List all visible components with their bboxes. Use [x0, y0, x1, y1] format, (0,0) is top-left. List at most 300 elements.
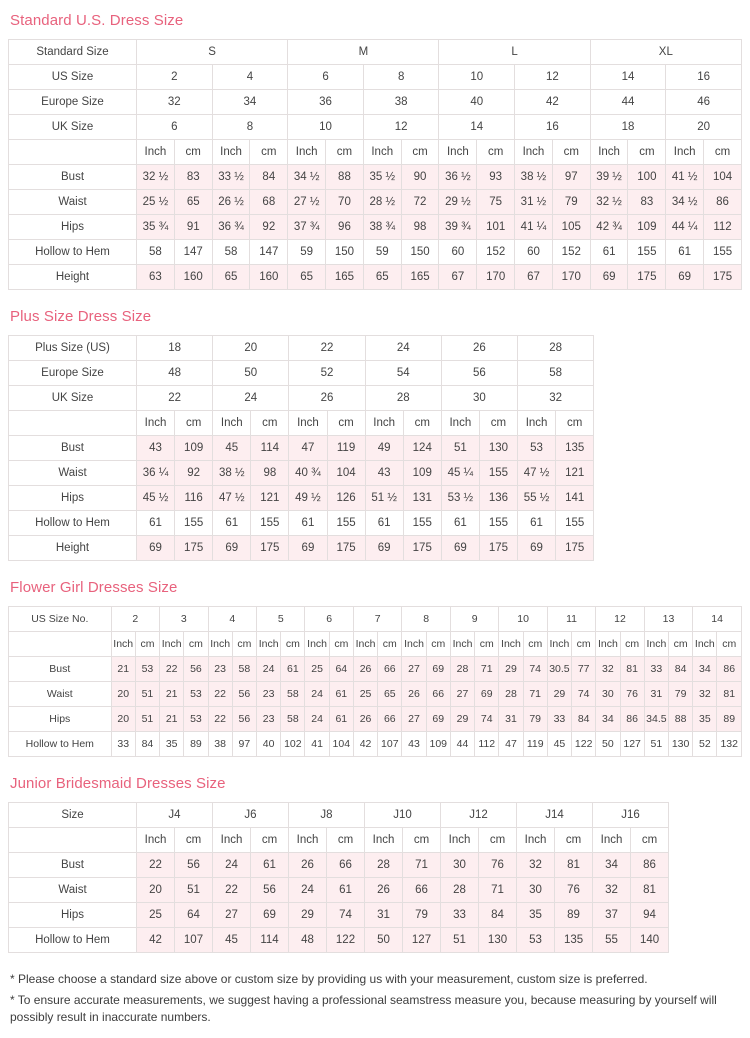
cell: 31 ½ — [515, 190, 553, 215]
cell: 40 ¾ — [289, 461, 327, 486]
cell: 69 — [666, 265, 704, 290]
table-row — [9, 878, 669, 903]
cell: 61 — [251, 853, 289, 878]
unit-row-blank — [9, 411, 137, 436]
unit-cell: cm — [426, 632, 450, 657]
cell: 55 ½ — [518, 486, 556, 511]
cell: 65 — [378, 682, 402, 707]
cell: 21 — [111, 657, 135, 682]
cell: 30 — [441, 853, 479, 878]
cell: 96 — [326, 215, 364, 240]
cell: 175 — [175, 536, 213, 561]
cell: 132 — [717, 732, 742, 757]
cell: 104 — [327, 461, 365, 486]
cell: 155 — [175, 511, 213, 536]
cell: 5 — [257, 607, 305, 632]
unit-cell: cm — [572, 632, 596, 657]
table-row — [9, 65, 742, 90]
cell: 58 — [232, 657, 256, 682]
cell: 83 — [174, 165, 212, 190]
cell: 45 ¼ — [441, 461, 479, 486]
cell: 54 — [365, 361, 441, 386]
cell: 42 — [137, 928, 175, 953]
cell: 77 — [572, 657, 596, 682]
cell: 35 ½ — [363, 165, 401, 190]
unit-row-blank — [9, 632, 112, 657]
section-title-standard: Standard U.S. Dress Size — [10, 12, 184, 29]
table-row — [9, 803, 669, 828]
cell: 130 — [479, 928, 517, 953]
cell: 10 — [439, 65, 515, 90]
table-row — [9, 386, 594, 411]
cell: 155 — [403, 511, 441, 536]
cell: 66 — [426, 682, 450, 707]
cell: 91 — [174, 215, 212, 240]
cell: 22 — [208, 682, 232, 707]
cell: 41 ¼ — [515, 215, 553, 240]
unit-cell: Inch — [499, 632, 523, 657]
unit-cell: Inch — [644, 632, 668, 657]
cell: 11 — [547, 607, 595, 632]
note-measurement-accuracy: * To ensure accurate measurements, we suggest having a professional seamstress measure you, because measuring by yourself will possibly result in inaccurate numbers. — [10, 993, 717, 1024]
cell: 29 ½ — [439, 190, 477, 215]
cell: 69 — [518, 536, 556, 561]
unit-row — [9, 411, 594, 436]
unit-cell: Inch — [289, 828, 327, 853]
cell: 32 ½ — [590, 190, 628, 215]
cell: 53 ½ — [441, 486, 479, 511]
cell: 141 — [556, 486, 594, 511]
cell: 175 — [628, 265, 666, 290]
cell: 84 — [572, 707, 596, 732]
cell: 9 — [450, 607, 498, 632]
cell: 55 — [593, 928, 631, 953]
cell: 175 — [704, 265, 742, 290]
cell: 92 — [175, 461, 213, 486]
cell: 28 — [365, 386, 441, 411]
unit-cell: cm — [326, 140, 364, 165]
cell: 47 ½ — [518, 461, 556, 486]
cell: 50 — [213, 361, 289, 386]
unit-cell: Inch — [111, 632, 135, 657]
cell: 64 — [175, 903, 213, 928]
cell: 48 — [289, 928, 327, 953]
cell: 26 — [441, 336, 517, 361]
cell: 109 — [426, 732, 450, 757]
unit-cell: Inch — [450, 632, 474, 657]
section-title-flower-girl: Flower Girl Dresses Size — [10, 579, 178, 596]
cell: J4 — [137, 803, 213, 828]
cell: 24 — [213, 386, 289, 411]
row-label-hollow-to-hem: Hollow to Hem — [9, 240, 137, 265]
cell: 45 ½ — [137, 486, 175, 511]
unit-cell: cm — [251, 411, 289, 436]
cell: 109 — [175, 436, 213, 461]
table-row — [9, 732, 742, 757]
cell: 52 — [289, 361, 365, 386]
row-label-europe-size: Europe Size — [9, 90, 137, 115]
section-title-junior: Junior Bridesmaid Dresses Size — [10, 775, 226, 792]
cell: 61 — [327, 878, 365, 903]
cell: 25 — [137, 903, 175, 928]
cell: 20 — [213, 336, 289, 361]
cell: 20 — [111, 707, 135, 732]
cell: 112 — [475, 732, 499, 757]
cell: 155 — [479, 461, 517, 486]
cell: 10 — [499, 607, 547, 632]
row-label-waist: Waist — [9, 878, 137, 903]
cell: 14 — [439, 115, 515, 140]
cell: 76 — [555, 878, 593, 903]
cell: 26 — [353, 657, 377, 682]
row-label-height: Height — [9, 265, 137, 290]
unit-cell: cm — [628, 140, 666, 165]
cell: 84 — [668, 657, 692, 682]
unit-cell: Inch — [517, 828, 555, 853]
cell: 104 — [704, 165, 742, 190]
cell: 175 — [479, 536, 517, 561]
cell: 22 — [289, 336, 365, 361]
cell: J16 — [593, 803, 669, 828]
cell: 32 ½ — [137, 165, 175, 190]
cell: 33 — [547, 707, 571, 732]
cell: 25 — [305, 657, 329, 682]
cell: 16 — [515, 115, 591, 140]
cell: 8 — [402, 607, 450, 632]
cell: 26 — [289, 853, 327, 878]
cell: 74 — [327, 903, 365, 928]
cell: 165 — [326, 265, 364, 290]
cell: 2 — [111, 607, 159, 632]
cell: 41 ½ — [666, 165, 704, 190]
unit-cell: cm — [523, 632, 547, 657]
unit-cell: Inch — [137, 411, 175, 436]
cell: 89 — [717, 707, 742, 732]
cell: 89 — [555, 903, 593, 928]
cell: 35 ¾ — [137, 215, 175, 240]
cell: 32 — [693, 682, 717, 707]
cell: 53 — [518, 436, 556, 461]
unit-cell: Inch — [213, 828, 251, 853]
unit-cell: Inch — [515, 140, 553, 165]
cell: 21 — [160, 682, 184, 707]
group-s: S — [137, 40, 288, 65]
cell: 28 — [441, 878, 479, 903]
note-custom-size: * Please choose a standard size above or custom size by providing us with your measurement, custom size is preferred. — [10, 972, 648, 986]
cell: 22 — [137, 853, 175, 878]
unit-cell: Inch — [288, 140, 326, 165]
cell: 81 — [620, 657, 644, 682]
cell: 88 — [668, 707, 692, 732]
cell: 39 ½ — [590, 165, 628, 190]
unit-cell: cm — [251, 828, 289, 853]
cell: 13 — [644, 607, 692, 632]
cell: 61 — [137, 511, 175, 536]
cell: 53 — [184, 682, 208, 707]
unit-cell: Inch — [439, 140, 477, 165]
cell: 28 — [499, 682, 523, 707]
row-label-us-size: US Size — [9, 65, 137, 90]
row-label-hollow-to-hem: Hollow to Hem — [9, 732, 112, 757]
unit-cell: cm — [184, 632, 208, 657]
cell: 100 — [628, 165, 666, 190]
group-m: M — [288, 40, 439, 65]
cell: 6 — [288, 65, 364, 90]
cell: 72 — [401, 190, 439, 215]
cell: 33 — [441, 903, 479, 928]
cell: 124 — [403, 436, 441, 461]
unit-row — [9, 632, 742, 657]
row-label-hips: Hips — [9, 707, 112, 732]
cell: 101 — [477, 215, 515, 240]
cell: 46 — [666, 90, 742, 115]
cell: 30 — [517, 878, 555, 903]
cell: 127 — [620, 732, 644, 757]
cell: 56 — [441, 361, 517, 386]
cell: 44 ¼ — [666, 215, 704, 240]
cell: 61 — [329, 682, 353, 707]
table-row — [9, 657, 742, 682]
cell: 121 — [556, 461, 594, 486]
cell: 28 — [518, 336, 594, 361]
row-label-hips: Hips — [9, 903, 137, 928]
unit-cell: cm — [555, 828, 593, 853]
cell: 160 — [174, 265, 212, 290]
cell: 37 ¾ — [288, 215, 326, 240]
row-label-hips: Hips — [9, 215, 137, 240]
cell: 14 — [693, 607, 742, 632]
table-row — [9, 165, 742, 190]
unit-cell: Inch — [365, 411, 403, 436]
cell: 24 — [305, 707, 329, 732]
cell: 175 — [251, 536, 289, 561]
cell: 130 — [668, 732, 692, 757]
cell: 26 — [365, 878, 403, 903]
unit-row — [9, 140, 742, 165]
unit-cell: Inch — [593, 828, 631, 853]
unit-cell: Inch — [208, 632, 232, 657]
cell: 81 — [631, 878, 669, 903]
cell: 175 — [403, 536, 441, 561]
cell: 98 — [251, 461, 289, 486]
cell: 65 — [212, 265, 250, 290]
cell: 56 — [232, 682, 256, 707]
row-label-bust: Bust — [9, 165, 137, 190]
cell: 65 — [174, 190, 212, 215]
unit-cell: cm — [475, 632, 499, 657]
row-label-bust: Bust — [9, 657, 112, 682]
cell: 66 — [378, 707, 402, 732]
cell: 69 — [590, 265, 628, 290]
table-row — [9, 707, 742, 732]
cell: 38 — [363, 90, 439, 115]
cell: 7 — [353, 607, 401, 632]
cell: 30 — [596, 682, 620, 707]
cell: 36 ¾ — [212, 215, 250, 240]
cell: 165 — [401, 265, 439, 290]
cell: 35 — [517, 903, 555, 928]
unit-cell: cm — [479, 828, 517, 853]
cell: 122 — [327, 928, 365, 953]
cell: 122 — [572, 732, 596, 757]
cell: 31 — [499, 707, 523, 732]
cell: 28 ½ — [363, 190, 401, 215]
cell: 20 — [137, 878, 175, 903]
cell: 60 — [515, 240, 553, 265]
cell: 71 — [475, 657, 499, 682]
cell: 23 — [257, 707, 281, 732]
section-title-plus: Plus Size Dress Size — [10, 308, 152, 325]
table-row — [9, 90, 742, 115]
cell: 175 — [556, 536, 594, 561]
cell: 53 — [517, 928, 555, 953]
cell: 65 — [363, 265, 401, 290]
cell: 27 — [402, 707, 426, 732]
group-xl: XL — [590, 40, 741, 65]
cell: 109 — [628, 215, 666, 240]
cell: 51 — [135, 682, 159, 707]
cell: 45 — [213, 436, 251, 461]
cell: 38 ½ — [213, 461, 251, 486]
unit-cell: cm — [232, 632, 256, 657]
cell: 69 — [365, 536, 403, 561]
cell: 92 — [250, 215, 288, 240]
cell: 84 — [250, 165, 288, 190]
cell: 119 — [523, 732, 547, 757]
table-row — [9, 361, 594, 386]
plus-size-header-label: Plus Size (US) — [9, 336, 137, 361]
cell: 79 — [668, 682, 692, 707]
cell: 34 ½ — [666, 190, 704, 215]
cell: 32 — [517, 853, 555, 878]
cell: 44 — [590, 90, 666, 115]
table-row — [9, 903, 669, 928]
cell: 79 — [403, 903, 441, 928]
cell: 140 — [631, 928, 669, 953]
cell: 42 ¾ — [590, 215, 628, 240]
cell: 24 — [289, 878, 327, 903]
cell: 61 — [365, 511, 403, 536]
cell: 68 — [250, 190, 288, 215]
cell: 155 — [628, 240, 666, 265]
unit-row-blank — [9, 140, 137, 165]
unit-cell: Inch — [289, 411, 327, 436]
cell: J12 — [441, 803, 517, 828]
cell: 34 — [212, 90, 288, 115]
table-row — [9, 536, 594, 561]
cell: 14 — [590, 65, 666, 90]
cell: 86 — [631, 853, 669, 878]
cell: 94 — [631, 903, 669, 928]
cell: 27 — [450, 682, 474, 707]
row-label-waist: Waist — [9, 190, 137, 215]
cell: 155 — [327, 511, 365, 536]
cell: 42 — [353, 732, 377, 757]
cell: 81 — [717, 682, 742, 707]
row-label-waist: Waist — [9, 461, 137, 486]
table-row — [9, 265, 742, 290]
cell: 121 — [251, 486, 289, 511]
cell: 47 — [499, 732, 523, 757]
cell: 150 — [401, 240, 439, 265]
cell: 102 — [281, 732, 305, 757]
cell: 22 — [208, 707, 232, 732]
cell: 2 — [137, 65, 213, 90]
cell: 69 — [251, 903, 289, 928]
row-label-hollow-to-hem: Hollow to Hem — [9, 928, 137, 953]
cell: 48 — [137, 361, 213, 386]
junior-size-header-label: Size — [9, 803, 137, 828]
unit-cell: cm — [552, 140, 590, 165]
cell: 175 — [327, 536, 365, 561]
cell: 45 — [213, 928, 251, 953]
cell: 43 — [137, 436, 175, 461]
unit-cell: cm — [327, 411, 365, 436]
cell: 8 — [212, 115, 288, 140]
cell: 50 — [596, 732, 620, 757]
cell: 56 — [232, 707, 256, 732]
cell: 69 — [213, 536, 251, 561]
unit-cell: Inch — [365, 828, 403, 853]
cell: 24 — [305, 682, 329, 707]
unit-cell: Inch — [666, 140, 704, 165]
cell: 28 — [450, 657, 474, 682]
cell: 56 — [251, 878, 289, 903]
cell: 18 — [590, 115, 666, 140]
cell: 86 — [620, 707, 644, 732]
cell: 51 — [135, 707, 159, 732]
cell: 37 — [593, 903, 631, 928]
group-l: L — [439, 40, 590, 65]
cell: 50 — [365, 928, 403, 953]
unit-cell: cm — [378, 632, 402, 657]
table-row — [9, 461, 594, 486]
table-row — [9, 336, 594, 361]
cell: 69 — [426, 657, 450, 682]
unit-cell: Inch — [213, 411, 251, 436]
cell: 58 — [281, 707, 305, 732]
unit-cell: Inch — [441, 411, 479, 436]
cell: 32 — [137, 90, 213, 115]
cell: 51 — [441, 436, 479, 461]
unit-cell: Inch — [518, 411, 556, 436]
cell: 4 — [208, 607, 256, 632]
cell: 131 — [403, 486, 441, 511]
unit-cell: cm — [479, 411, 517, 436]
unit-cell: cm — [135, 632, 159, 657]
cell: 155 — [556, 511, 594, 536]
cell: 26 — [289, 386, 365, 411]
cell: 61 — [590, 240, 628, 265]
cell: 32 — [593, 878, 631, 903]
flower-girl-size-table — [8, 606, 742, 757]
unit-cell: Inch — [353, 632, 377, 657]
unit-cell: cm — [175, 411, 213, 436]
cell: 12 — [596, 607, 644, 632]
table-row — [9, 853, 669, 878]
table-row — [9, 682, 742, 707]
cell: 67 — [439, 265, 477, 290]
unit-cell: cm — [620, 632, 644, 657]
cell: 66 — [327, 853, 365, 878]
cell: 71 — [479, 878, 517, 903]
row-label-bust: Bust — [9, 436, 137, 461]
cell: 107 — [378, 732, 402, 757]
unit-cell: cm — [403, 411, 441, 436]
cell: 26 ½ — [212, 190, 250, 215]
cell: 74 — [523, 657, 547, 682]
unit-cell: Inch — [137, 140, 175, 165]
